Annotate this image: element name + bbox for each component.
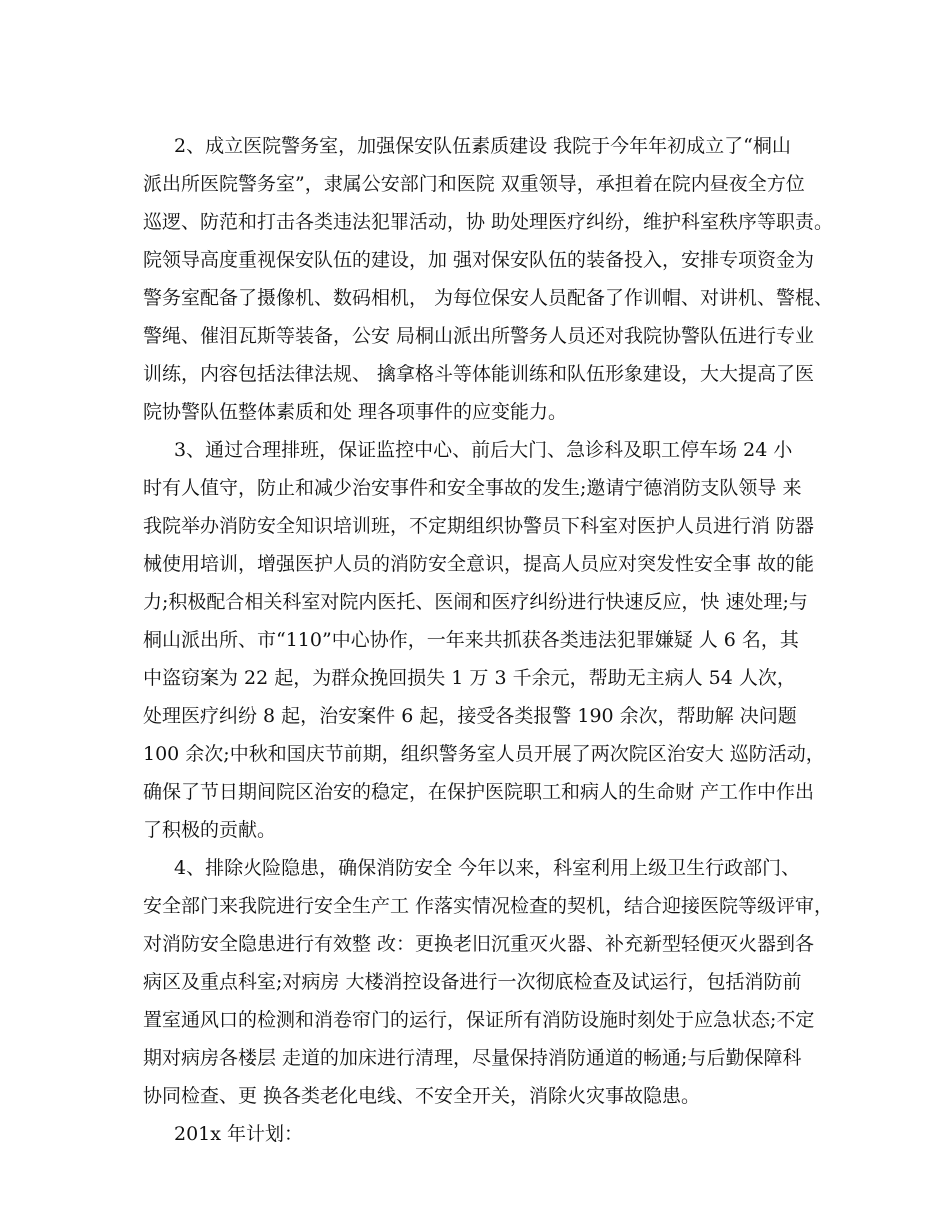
text-line: 处理医疗纠纷 8 起，治安案件 6 起，接受各类报警 190 余次，帮助解 决问题 (143, 705, 797, 727)
text-line: 械使用培训，增强医护人员的消防安全意识，提高人员应对突发性安全事 故的能 (143, 553, 815, 575)
section-heading: 201x 年计划： (174, 1123, 304, 1145)
text-line: 中盗窃案为 22 起，为群众挽回损失 1 万 3 千余元，帮助无主病人 54 人次， (143, 667, 796, 689)
text-line: 力;积极配合相关科室对院内医托、医闹和医疗纠纷进行快速反应，快 速处理;与 (143, 591, 808, 613)
text-line: 了积极的贡献。 (143, 819, 277, 841)
text-line: 训练，内容包括法律法规、 擒拿格斗等体能训练和队伍形象建设，大大提高了医 (143, 363, 815, 385)
text-line: 警绳、催泪瓦斯等装备，公安 局桐山派出所警务人员还对我院协警队伍进行专业 (143, 325, 815, 347)
text-line: 安全部门来我院进行安全生产工 作落实情况检查的契机，结合迎接医院等级评审， (143, 895, 834, 917)
text-line: 100 余次;中秋和国庆节前期，组织警务室人员开展了两次院区治安大 巡防活动， (143, 743, 825, 765)
text-line: 协同检查、更 换各类老化电线、不安全开关，消除火灾事故隐患。 (143, 1085, 701, 1107)
text-line: 2、成立医院警务室，加强保安队伍素质建设 我院于今年年初成立了“桐山 (174, 135, 791, 157)
text-line: 派出所医院警务室”，隶属公安部门和医院 双重领导，承担着在院内昼夜全方位 (143, 173, 805, 195)
text-line: 桐山派出所、市“110”中心协作，一年来共抓获各类违法犯罪嫌疑 人 6 名，其 (143, 629, 799, 651)
text-line: 时有人值守，防止和减少治安事件和安全事故的发生;邀请宁德消防支队领导 来 (143, 477, 802, 499)
text-line: 置室通风口的检测和消卷帘门的运行，保证所有消防设施时刻处于应急状态;不定 (143, 1009, 815, 1031)
text-line: 期对病房各楼层 走道的加床进行清理，尽量保持消防通道的畅通;与后勤保障科 (143, 1047, 802, 1069)
text-line: 对消防安全隐患进行有效整 改：更换老旧沉重灭火器、补充新型轻便灭火器到各 (143, 933, 815, 955)
text-line: 院协警队伍整体素质和处 理各项事件的应变能力。 (143, 401, 568, 423)
text-line: 确保了节日期间院区治安的稳定，在保护医院职工和病人的生命财 产工作中作出 (143, 781, 815, 803)
text-line: 3、通过合理排班，保证监控中心、前后大门、急诊科及职工停车场 24 小 (174, 439, 793, 461)
text-line: 巡逻、防范和打击各类违法犯罪活动，协 助处理医疗纠纷，维护科室秩序等职责。 (143, 211, 834, 233)
text-line: 院领导高度重视保安队伍的建设，加 强对保安队伍的装备投入，安排专项资金为 (143, 249, 815, 271)
text-line: 病区及重点科室;对病房 大楼消控设备进行一次彻底检查及试运行，包括消防前 (143, 971, 802, 993)
text-line: 4、排除火险隐患，确保消防安全 今年以来，科室利用上级卫生行政部门、 (174, 857, 801, 879)
text-line: 我院举办消防安全知识培训班，不定期组织协警员下科室对医护人员进行消 防器 (143, 515, 815, 537)
text-line: 警务室配备了摄像机、数码相机， 为每位保安人员配备了作训帽、对讲机、警棍、 (143, 287, 834, 309)
